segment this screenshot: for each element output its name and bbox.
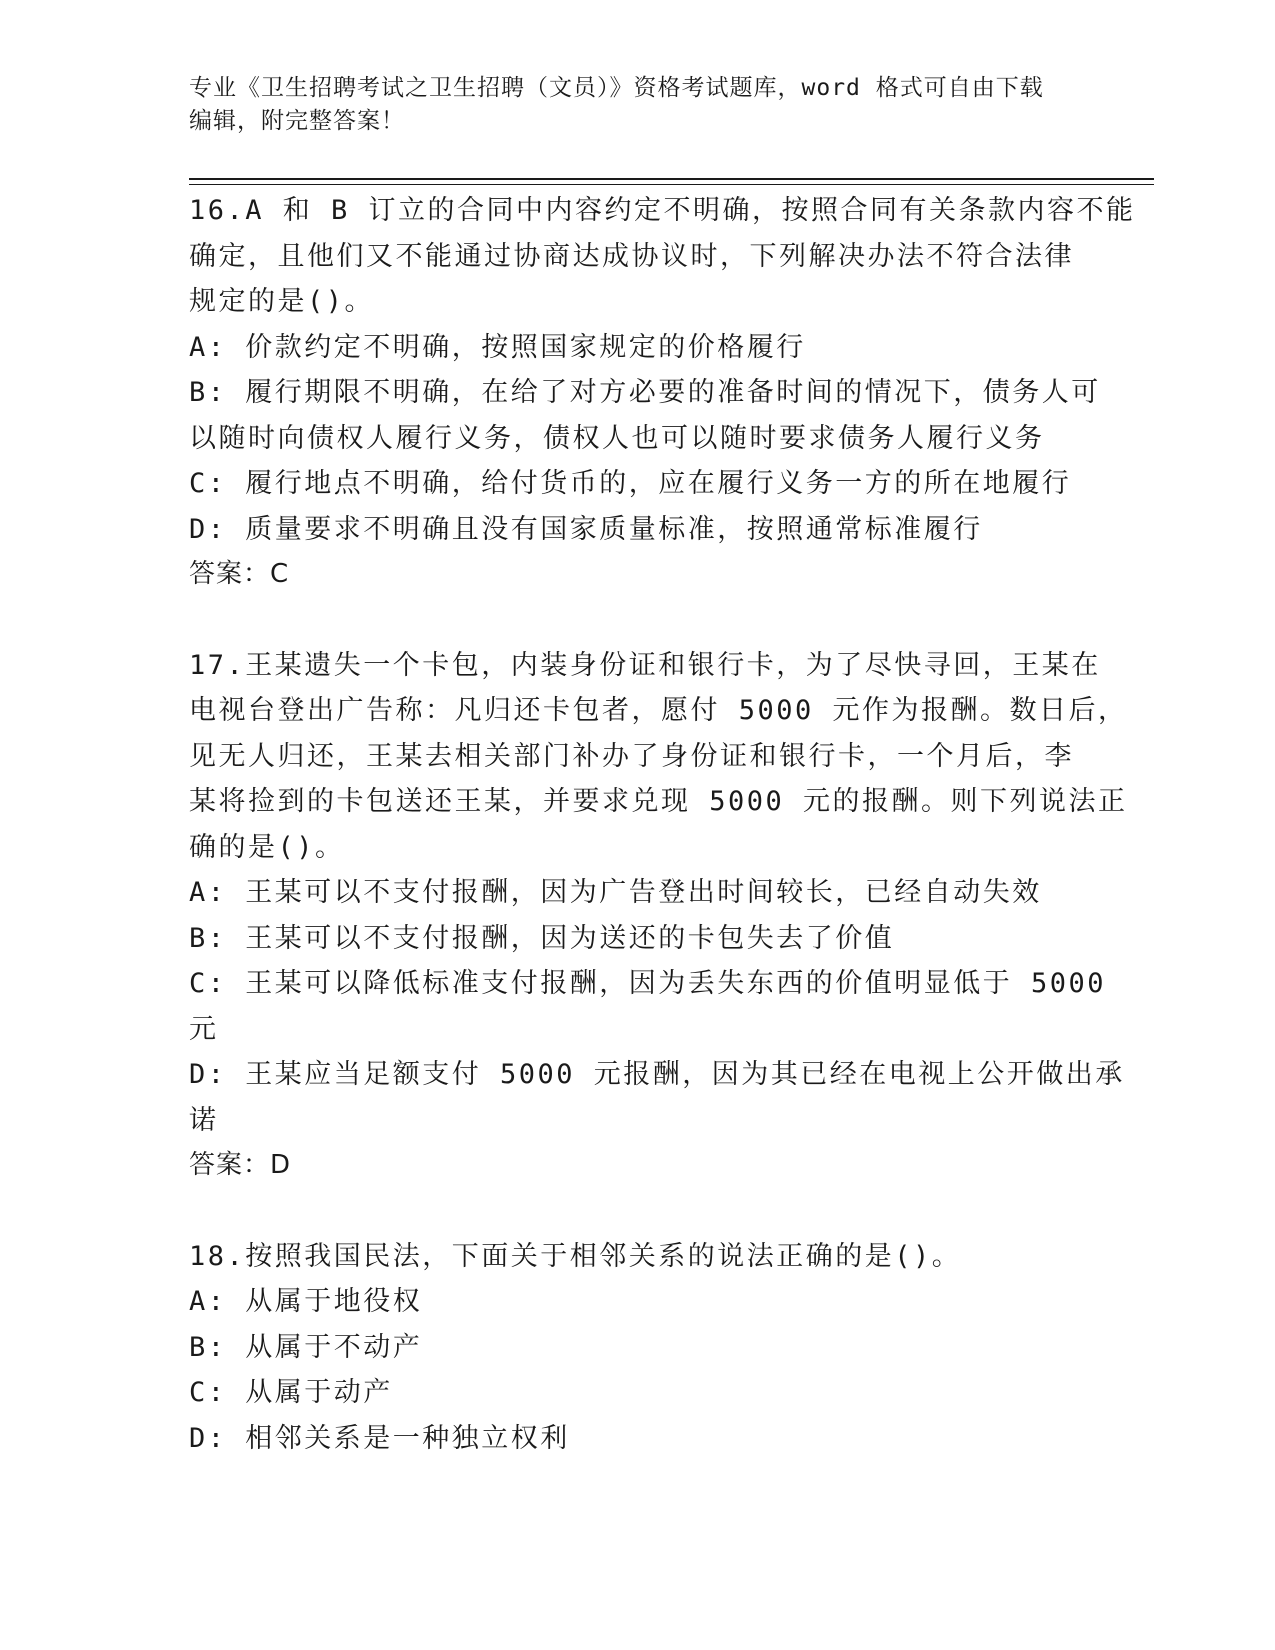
- option-c-continued: 元: [189, 1013, 219, 1045]
- option-d-continued: 诺: [189, 1104, 219, 1136]
- question-18: [189, 1234, 1089, 1462]
- option-b: B: 履行期限不明确，在给了对方必要的准备时间的情况下，债务人可: [189, 377, 1101, 408]
- question-stem-line: 17.王某遗失一个卡包，内装身份证和银行卡，为了尽快寻回，王某在: [189, 649, 1101, 681]
- question-stem-line: 某将捡到的卡包送还王某，并要求兑现 5000 元的报酬。则下列说法正: [189, 786, 1128, 817]
- answer-label: 答案：C: [189, 559, 290, 589]
- question-stem-line: 见无人归还，王某去相关部门补办了身份证和银行卡，一个月后，李: [189, 740, 1074, 772]
- header-line: 专业《卫生招聘考试之卫生招聘（文员）》资格考试题库，word 格式可自由下载: [189, 75, 1044, 101]
- document-header: [189, 72, 1069, 138]
- option-a: A: 从属于地役权: [189, 1286, 423, 1317]
- option-b: B: 从属于不动产: [189, 1331, 423, 1363]
- question-stem-line: 电视台登出广告称：凡归还卡包者，愿付 5000 元作为报酬。数日后，: [189, 695, 1128, 726]
- header-divider: [189, 178, 1154, 180]
- option-c: C: 王某可以降低标准支付报酬，因为丢失东西的价值明显低于 5000: [189, 968, 1107, 999]
- question-17: [189, 643, 1128, 1189]
- header-line: 编辑，附完整答案！: [189, 108, 405, 134]
- option-b-continued: 以随时向债权人履行义务，债权人也可以随时要求债务人履行义务: [189, 422, 1045, 454]
- option-a: A: 王某可以不支付报酬，因为广告登出时间较长，已经自动失效: [189, 877, 1042, 908]
- header-divider-thin: [189, 184, 1154, 185]
- option-d: D: 质量要求不明确且没有国家质量标准，按照通常标准履行: [189, 513, 983, 545]
- option-c: C: 从属于动产: [189, 1377, 393, 1408]
- option-d: D: 王某应当足额支付 5000 元报酬，因为其已经在电视上公开做出承: [189, 1059, 1125, 1090]
- question-stem-line: 16.A 和 B 订立的合同中内容约定不明确，按照合同有关条款内容不能: [189, 195, 1136, 226]
- question-stem-line: 规定的是()。: [189, 286, 375, 317]
- option-c: C: 履行地点不明确，给付货币的，应在履行义务一方的所在地履行: [189, 468, 1072, 499]
- question-stem-line: 18.按照我国民法，下面关于相邻关系的说法正确的是()。: [189, 1240, 962, 1272]
- question-stem-line: 确的是()。: [189, 831, 345, 863]
- option-b: B: 王某可以不支付报酬，因为送还的卡包失去了价值: [189, 922, 895, 954]
- question-16: [189, 188, 1136, 598]
- question-spacer: [189, 598, 1089, 643]
- answer-label: 答案：D: [189, 1150, 292, 1180]
- question-spacer: [189, 1189, 1089, 1234]
- option-d: D: 相邻关系是一种独立权利: [189, 1422, 570, 1454]
- question-stem-line: 确定，且他们又不能通过协商达成协议时，下列解决办法不符合法律: [189, 240, 1074, 272]
- option-a: A: 价款约定不明确，按照国家规定的价格履行: [189, 331, 806, 363]
- question-list: [189, 188, 1136, 1461]
